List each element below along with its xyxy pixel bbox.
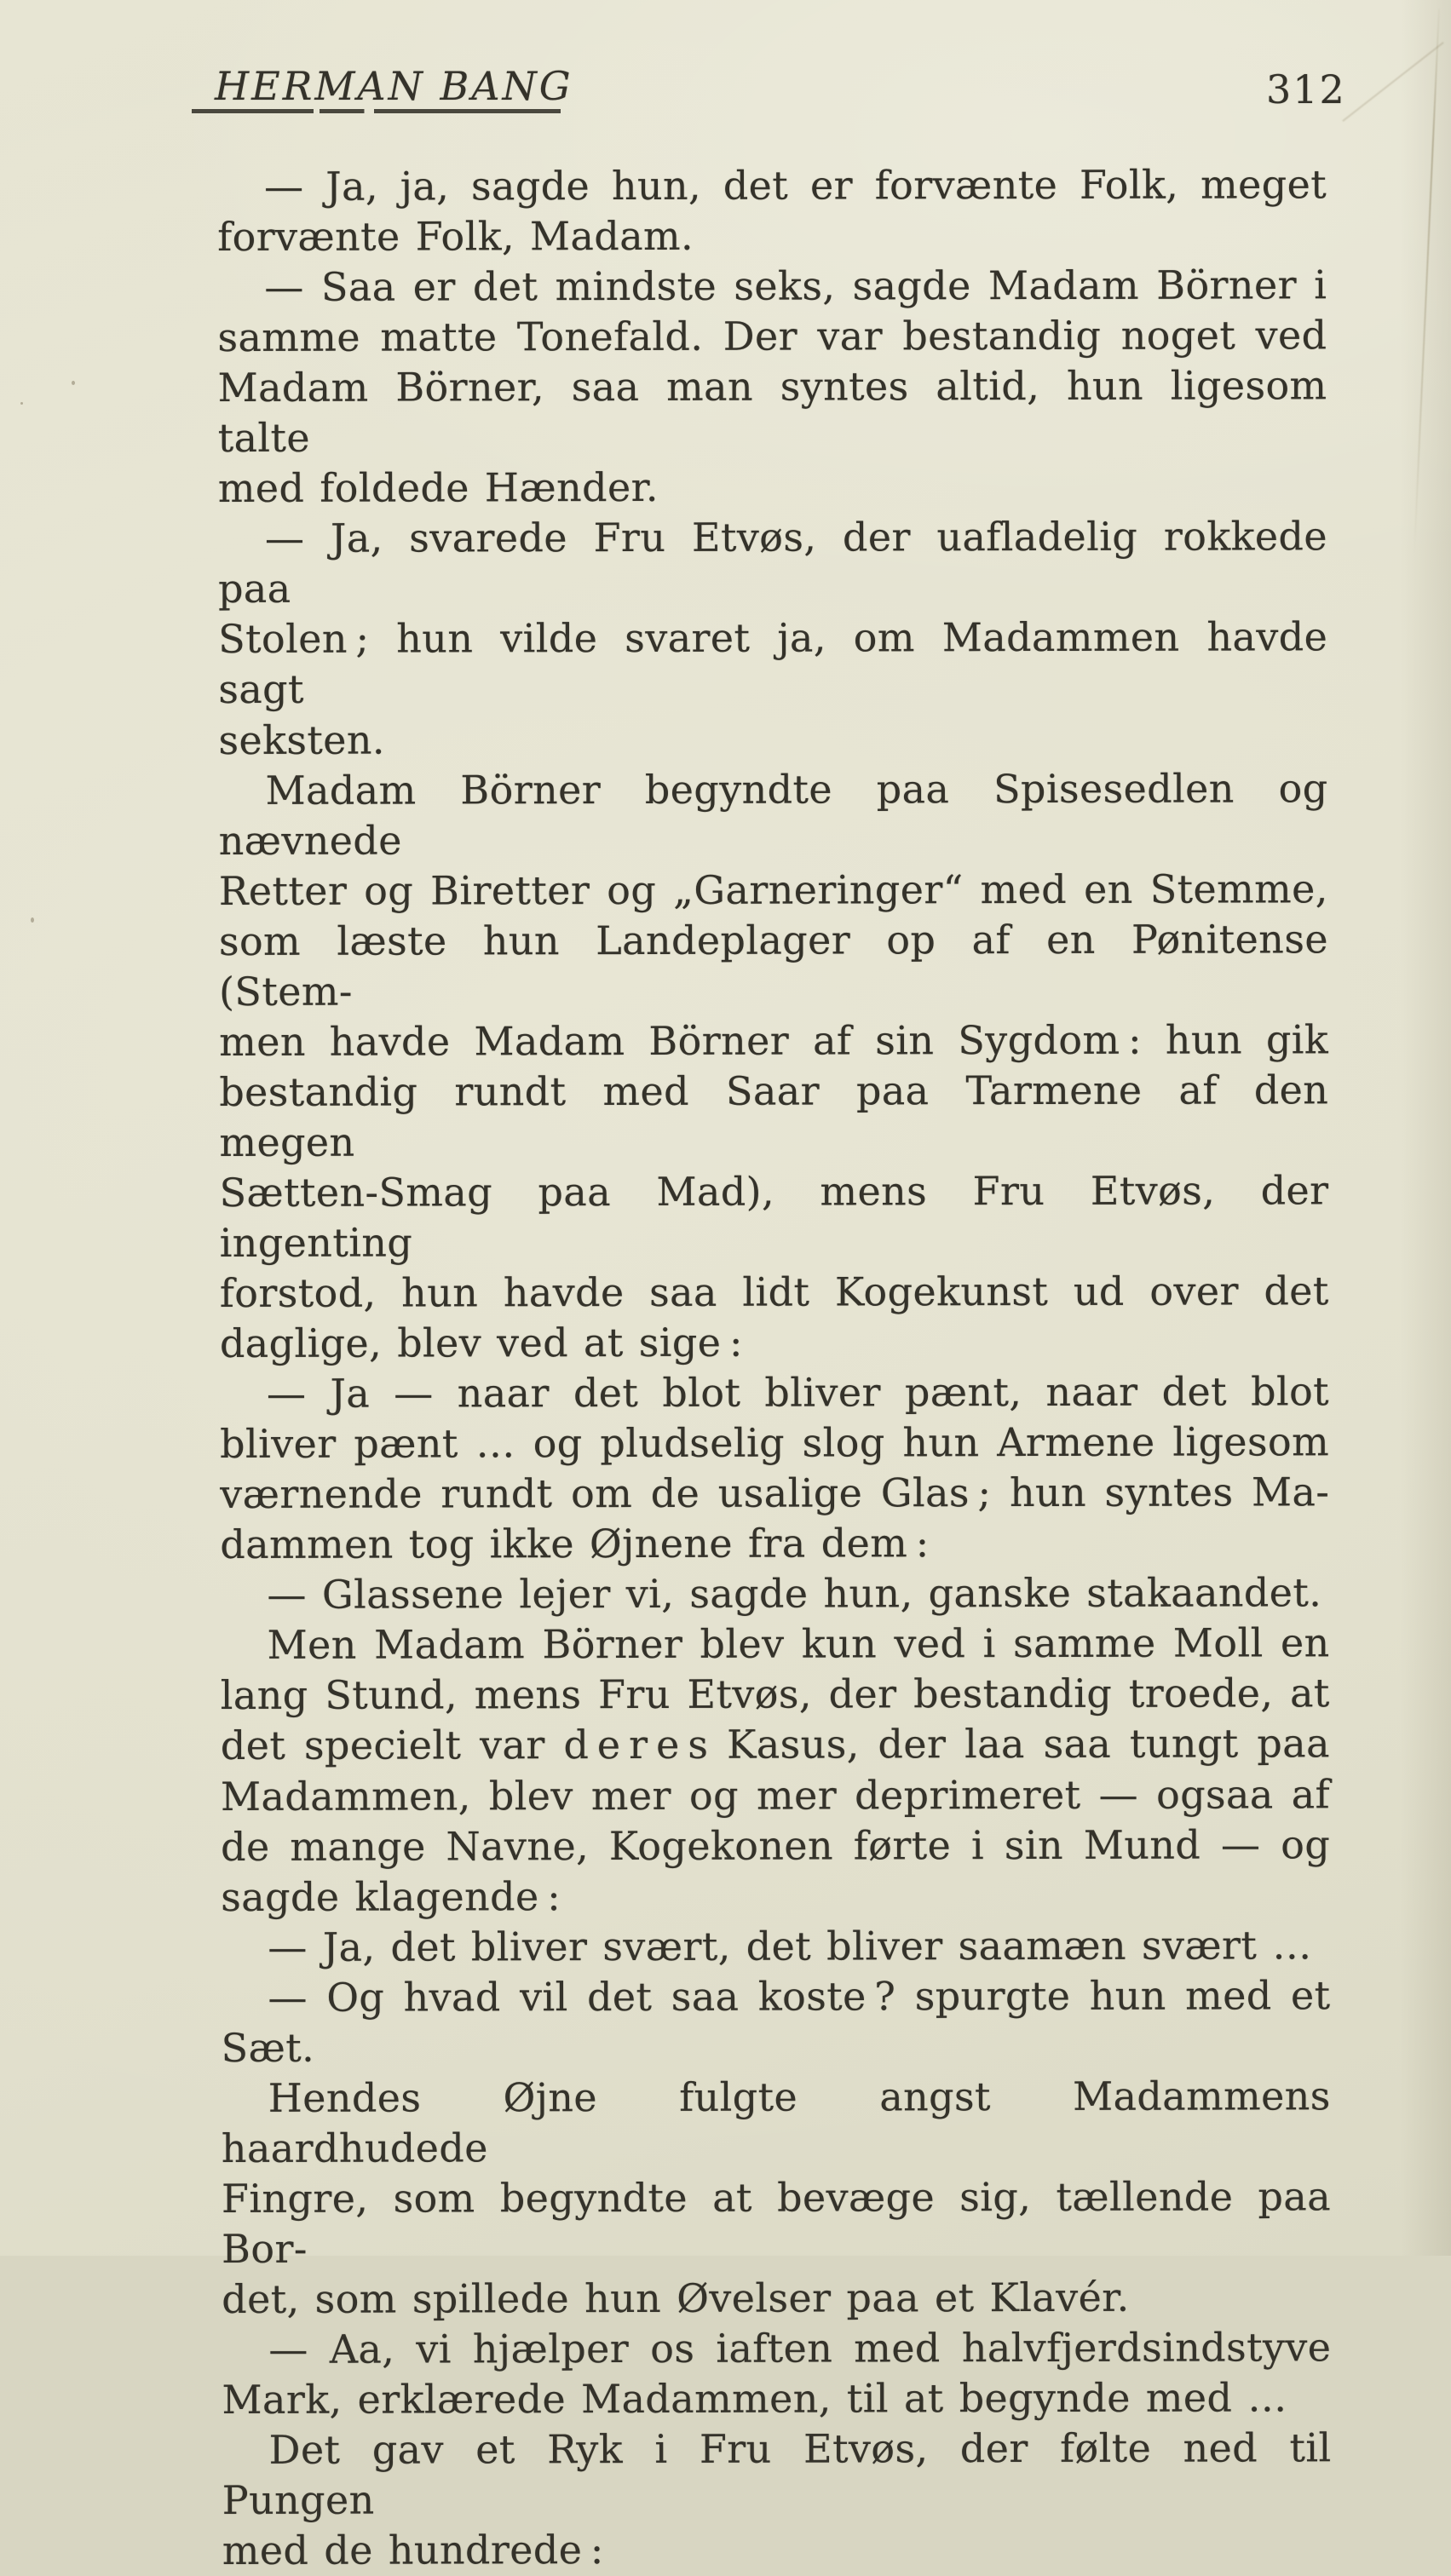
text-line: bestandig rundt med Saar paa Tarmene af den megen (219, 1067, 1329, 1165)
paper-speck (72, 381, 75, 385)
paper-speck (31, 917, 34, 923)
text-line: — Glassene lejer vi, sagde hun, ganske stakaandet. (267, 1569, 1322, 1619)
text-line: bliver pænt … og pludselig slog hun Armene ligesom (220, 1418, 1330, 1468)
text-line: — Ja, det bliver svært, det bliver saamæn svært … (268, 1921, 1312, 1970)
text-line: det, som spillede hun Øvelser paa et Klavér. (222, 2274, 1130, 2322)
text-line: daglige, blev ved at sige : (219, 1319, 743, 1367)
text-line: sagde klagende : (221, 1872, 561, 1920)
text-line: med de hundrede : (222, 2527, 604, 2574)
text-block (217, 159, 1332, 2576)
text-line: — Ja — naar det blot bliver pænt, naar det blot (266, 1368, 1330, 1417)
text-line: Mark, erklærede Madammen, til at begynde med … (222, 2374, 1287, 2424)
text-line: værnende rundt om de usalige Glas ; hun syntes Ma- (220, 1469, 1330, 1518)
text-line: Retter og Biretter og „Garneringer“ med en Stemme, (218, 865, 1328, 914)
running-header-title: HERMAN BANG (215, 63, 573, 109)
text-line: — Aa, vi hjælper os iaften med halvfjerdsindstyve (268, 2324, 1332, 2372)
text-line: Fingre, som begyndte at bevæge sig, tællende paa Bor- (221, 2173, 1332, 2272)
text-line: lang Stund, mens Fru Etvøs, der bestandig troede, at (220, 1670, 1330, 1719)
text-line: som læste hun Landeplager op af en Pønitense (Stem- (218, 915, 1328, 1015)
text-line: Sæt. (221, 2024, 315, 2071)
paper-crease-diagonal (1342, 42, 1443, 122)
text-line: — Ja, ja, sagde hun, det er forvænte Folk, meget (264, 161, 1327, 210)
text-line: seksten. (218, 716, 385, 763)
text-line: samme matte Tonefald. Der var bestandig noget ved (217, 312, 1327, 361)
text-line: de mange Navne, Kogekonen førte i sin Mund — og (221, 1820, 1331, 1870)
text-line: — Saa er det mindste seks, sagde Madam Börner i (264, 262, 1327, 310)
text-line: Madammen, blev mer og mer deprimeret — ogsaa af (220, 1770, 1331, 1820)
text-line: Madam Börner begyndte paa Spisesedlen og nævnede (218, 764, 1328, 864)
text-line: Madam Börner, saa man syntes altid, hun ligesom talte (217, 362, 1327, 462)
text-line: Det gav et Ryk i Fru Etvøs, der følte ned til Pungen (222, 2424, 1332, 2524)
paper-speck (20, 402, 23, 405)
page-number: 312 (1266, 66, 1346, 112)
text-line: forstod, hun havde saa lidt Kogekunst ud over det (219, 1268, 1329, 1317)
header-underline-rule (192, 109, 561, 113)
text-line: men havde Madam Börner af sin Sygdom : hun gik (219, 1016, 1329, 1065)
text-line: forvænte Folk, Madam. (217, 212, 694, 261)
text-line: Men Madam Börner blev kun ved i samme Moll en (267, 1619, 1330, 1669)
text-line: Hendes Øjne fulgte angst Madammens haardhudede (221, 2073, 1331, 2171)
text-line: dammen tog ikke Øjnene fra dem : (220, 1520, 930, 1568)
text-line: det specielt var d e r e s Kasus, der laa saa tungt paa (220, 1720, 1330, 1769)
text-line: — Ja, svarede Fru Etvøs, der uafladelig rokkede paa (217, 513, 1327, 612)
text-line: med foldede Hænder. (217, 464, 659, 512)
text-line: — Og hvad vil det saa koste ? spurgte hun med et (268, 1971, 1331, 2021)
text-line: Stolen ; hun vilde svaret ja, om Madammen havde sagt (218, 613, 1328, 713)
text-line: Sætten-Smag paa Mad), mens Fru Etvøs, der ingenting (219, 1167, 1329, 1266)
paper-crease-vertical (1414, 9, 1440, 553)
